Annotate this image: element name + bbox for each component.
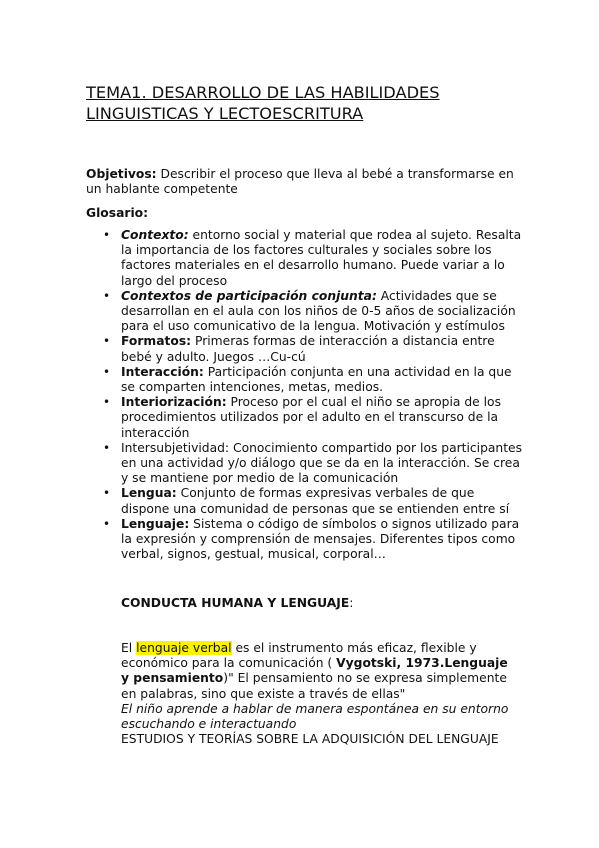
objetivos-paragraph: [86, 167, 516, 197]
list-item: [103, 228, 523, 289]
italic-statement: El niño aprende a hablar de manera espontánea en su entorno escuchando e interactuando: [121, 701, 509, 732]
glosario-heading: Glosario:: [86, 206, 149, 220]
list-item: [103, 289, 523, 335]
glossary-definition: Proceso por el cual el niño se apropia de los procedimientos utilizados por el adulto en el transcurso de la interacción: [121, 395, 501, 440]
list-item: [103, 517, 523, 563]
list-item: [103, 486, 523, 516]
bullet-icon: •: [103, 486, 111, 501]
objetivos-text: Describir el proceso que lleva al bebé a transformarse en un hablante competente: [86, 167, 514, 196]
glossary-list: [103, 228, 523, 562]
paragraph-text-1: El: [121, 641, 137, 655]
closing-heading: ESTUDIOS Y TEORÍAS SOBRE LA ADQUISICIÓN DEL LENGUAJE: [121, 732, 499, 747]
glossary-term: Contextos de participación conjunta:: [121, 288, 377, 303]
citation-reference: Vygotski, 1973.Lenguaje y pensamiento: [121, 656, 508, 686]
list-item: [103, 395, 523, 441]
list-item: [103, 365, 523, 395]
glossary-definition: Conjunto de formas expresivas verbales de que dispone una comunidad de personas que se entienden entre sí: [121, 486, 510, 516]
bullet-icon: •: [103, 228, 111, 242]
bullet-icon: •: [103, 288, 111, 303]
title-line-2: LINGUISTICAS Y LECTOESCRITURA: [86, 104, 364, 123]
title-line-1: TEMA1. DESARROLLO DE LAS HABILIDADES: [86, 83, 440, 102]
glossary-term: Lengua:: [121, 486, 177, 501]
objetivos-label: Objetivos:: [86, 167, 157, 181]
list-item: [103, 334, 523, 364]
paragraph-text-2: es el instrumento más eficaz, flexible y económico para la comunicación (: [121, 641, 477, 671]
body-paragraph: [121, 641, 516, 747]
highlighted-text: lenguaje verbal: [136, 641, 232, 655]
glossary-definition: Sistema o código de símbolos o signos utilizado para la expresión y comprensión de mensajes. Diferentes tipos como verbal, signos, gestual, musical, corporal…: [121, 516, 520, 562]
paragraph-text-3: )" El pensamiento no se expresa simplemente en palabras, sino que existe a través de ellas": [121, 671, 507, 701]
section-heading: [121, 596, 353, 610]
bullet-icon: •: [103, 334, 111, 349]
bullet-icon: •: [103, 516, 111, 531]
page-title: [86, 82, 526, 124]
glossary-term: Interiorización:: [121, 395, 227, 410]
section-heading-text: CONDUCTA HUMANA Y LENGUAJE: [121, 596, 350, 610]
glossary-term: Contexto:: [121, 228, 189, 242]
bullet-icon: •: [103, 395, 111, 410]
glossary-definition: Primeras formas de interacción a distancia entre bebé y adulto. Juegos …Cu-cú: [121, 334, 495, 364]
glossary-definition: Intersubjetividad: Conocimiento compartido por los participantes en una actividad y/o diálogo que se da en la interacción. Se crea y se mantiene por medio de la comunicación: [121, 440, 523, 486]
glossary-definition: Actividades que se desarrollan en el aula con los niños de 0-5 años de socialización para el uso comunicativo de la lengua. Motivación y estímulos: [121, 288, 516, 334]
bullet-icon: •: [103, 440, 111, 455]
glossary-term: Interacción:: [121, 364, 204, 379]
glossary-term: Formatos:: [121, 334, 192, 349]
glossary-term: Lenguaje:: [121, 516, 190, 531]
glossary-definition: entorno social y material que rodea al sujeto. Resalta la importancia de los factores culturales y sociales sobre los factores materiales en el desarrollo humano. Puede variar a lo largo del proceso: [121, 228, 522, 288]
list-item: [103, 441, 523, 487]
bullet-icon: •: [103, 364, 111, 379]
section-heading-colon: :: [349, 596, 354, 610]
glossary-definition: Participación conjunta en una actividad en la que se comparten intenciones, metas, medios.: [121, 364, 512, 395]
